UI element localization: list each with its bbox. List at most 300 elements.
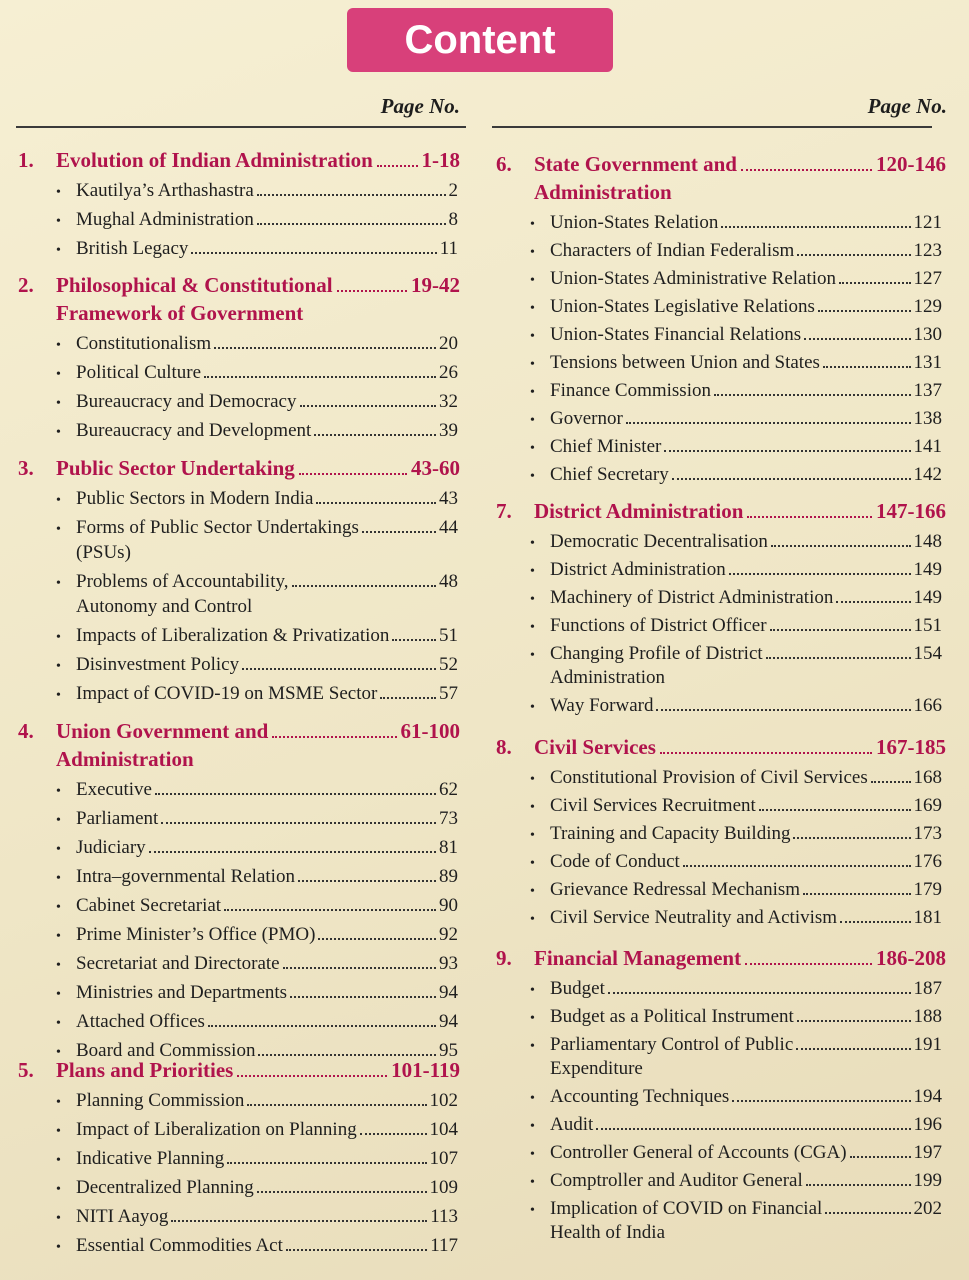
chapter-title: State Government and: [534, 152, 737, 176]
entry-label: Public Sectors in Modern India: [76, 488, 314, 509]
entry-label: Mughal Administration: [76, 209, 254, 230]
entry-label: Kautilya’s Arthashastra: [76, 180, 254, 201]
chapter-heading[interactable]: [18, 148, 460, 173]
leader-dots: [247, 1104, 426, 1106]
entry-label-continued: Health of India: [550, 1222, 666, 1243]
leader-dots: [745, 963, 872, 965]
entry-label: Machinery of District Administration: [550, 587, 834, 608]
toc-entry[interactable]: [56, 982, 458, 1004]
chapter-title-continued: Administration: [534, 180, 672, 204]
entry-label: Democratic Decentralisation: [550, 531, 768, 552]
toc-entry[interactable]: [56, 654, 458, 676]
leader-dots: [766, 657, 911, 659]
bullet-icon: •: [56, 1016, 61, 1031]
leader-dots: [227, 1162, 426, 1164]
toc-entry[interactable]: [530, 436, 942, 458]
entry-label: Parliamentary Control of Public: [550, 1034, 794, 1055]
bullet-icon: •: [530, 385, 535, 400]
entry-label: Judiciary: [76, 837, 146, 858]
entry-page-number: 51: [439, 625, 458, 646]
toc-entry[interactable]: [56, 1177, 458, 1199]
leader-dots: [656, 709, 910, 711]
toc-entry[interactable]: [530, 464, 942, 486]
toc-entry[interactable]: [56, 837, 458, 859]
entry-page-number: 104: [429, 1119, 458, 1140]
entry-label: Union-States Financial Relations: [550, 324, 802, 345]
entry-page-number: 168: [913, 767, 942, 788]
toc-entry[interactable]: [56, 1206, 458, 1228]
bullet-icon: •: [530, 1039, 535, 1054]
entry-page-number: 94: [439, 982, 458, 1003]
chapter-heading[interactable]: [18, 273, 460, 298]
leader-dots: [806, 1184, 911, 1186]
bullet-icon: •: [56, 842, 61, 857]
bullet-icon: •: [530, 245, 535, 260]
bullet-icon: •: [530, 536, 535, 551]
entry-label-continued: Administration: [550, 667, 666, 688]
bullet-icon: •: [56, 630, 61, 645]
toc-entry[interactable]: [530, 212, 942, 234]
toc-entry[interactable]: [56, 1011, 458, 1033]
toc-entry[interactable]: [530, 380, 942, 402]
entry-page-number: 2: [448, 180, 458, 201]
toc-entry[interactable]: [56, 953, 458, 975]
page-no-header: Page No.: [380, 94, 460, 118]
leader-dots: [626, 422, 911, 424]
entry-page-number: 202: [913, 1198, 942, 1219]
toc-entry[interactable]: [56, 362, 458, 384]
chapter-number: 8.: [496, 735, 512, 759]
chapter-title-continued: Administration: [56, 747, 194, 771]
bullet-icon: •: [530, 469, 535, 484]
leader-dots: [850, 1156, 911, 1158]
entry-page-number: 93: [439, 953, 458, 974]
entry-label: Constitutionalism: [76, 333, 212, 354]
toc-entry[interactable]: [530, 978, 942, 1000]
toc-entry[interactable]: [530, 1034, 942, 1056]
entry-page-number: 154: [913, 643, 942, 664]
bullet-icon: •: [530, 1119, 535, 1134]
entry-label: Implication of COVID on Financial: [550, 1198, 823, 1219]
entry-page-number: 149: [913, 559, 942, 580]
leader-dots: [290, 996, 436, 998]
entry-label: Attached Offices: [76, 1011, 205, 1032]
leader-dots: [258, 1054, 436, 1056]
toc-entry[interactable]: [530, 240, 942, 262]
entry-label: Union-States Relation: [550, 212, 719, 233]
leader-dots: [793, 837, 910, 839]
leader-dots: [337, 290, 407, 292]
entry-label: Chief Minister: [550, 436, 662, 457]
toc-entry[interactable]: [530, 296, 942, 318]
bullet-icon: •: [530, 413, 535, 428]
toc-entry[interactable]: [530, 907, 942, 929]
entry-page-number: 169: [913, 795, 942, 816]
bullet-icon: •: [56, 367, 61, 382]
chapter-heading[interactable]: [18, 719, 460, 744]
toc-entry[interactable]: [530, 695, 942, 717]
leader-dots: [797, 1020, 911, 1022]
bullet-icon: •: [530, 564, 535, 579]
entry-label: Decentralized Planning: [76, 1177, 254, 1198]
leader-dots: [771, 545, 911, 547]
bullet-icon: •: [530, 828, 535, 843]
entry-page-number: 191: [913, 1034, 942, 1055]
entry-page-number: 107: [429, 1148, 458, 1169]
entry-label: Secretariat and Directorate: [76, 953, 280, 974]
entry-page-number: 26: [439, 362, 458, 383]
leader-dots: [314, 434, 436, 436]
chapter-title: Public Sector Undertaking: [56, 456, 295, 480]
bullet-icon: •: [530, 441, 535, 456]
bullet-icon: •: [530, 856, 535, 871]
bullet-icon: •: [530, 1011, 535, 1026]
leader-dots: [392, 639, 436, 641]
entry-page-number: 151: [913, 615, 942, 636]
bullet-icon: •: [530, 700, 535, 715]
toc-entry[interactable]: [56, 779, 458, 801]
toc-entry[interactable]: [56, 1090, 458, 1112]
header-rule: [16, 126, 466, 128]
leader-dots: [286, 1249, 427, 1251]
entry-page-number: 149: [913, 587, 942, 608]
toc-entry[interactable]: [530, 559, 942, 581]
toc-entry[interactable]: [56, 420, 458, 442]
chapter-heading[interactable]: [496, 152, 946, 177]
bullet-icon: •: [56, 522, 61, 537]
entry-label: Finance Commission: [550, 380, 711, 401]
chapter-title: Financial Management: [534, 946, 742, 970]
entry-label: Forms of Public Sector Undertakings: [76, 517, 359, 538]
toc-entry[interactable]: [56, 808, 458, 830]
bullet-icon: •: [530, 1091, 535, 1106]
leader-dots: [747, 516, 872, 518]
entry-page-number: 199: [913, 1170, 942, 1191]
chapter-heading[interactable]: [496, 946, 946, 971]
leader-dots: [380, 697, 436, 699]
page-title: Content: [347, 8, 613, 72]
leader-dots: [803, 893, 910, 895]
entry-page-number: 137: [913, 380, 942, 401]
bullet-icon: •: [530, 357, 535, 372]
chapter-page-range: 19-42: [411, 273, 460, 297]
bullet-icon: •: [530, 301, 535, 316]
chapter-number: 9.: [496, 946, 512, 970]
leader-dots: [362, 531, 436, 533]
leader-dots: [664, 450, 910, 452]
chapter-page-range: 43-60: [411, 456, 460, 480]
bullet-icon: •: [530, 329, 535, 344]
chapter-page-range: 147-166: [876, 499, 946, 523]
entry-page-number: 138: [913, 408, 942, 429]
leader-dots: [283, 967, 436, 969]
bullet-icon: •: [530, 1203, 535, 1218]
leader-dots: [596, 1128, 910, 1130]
toc-entry[interactable]: [530, 643, 942, 665]
leader-dots: [257, 194, 446, 196]
entry-page-number: 20: [439, 333, 458, 354]
page-no-header: Page No.: [867, 94, 947, 118]
chapter-number: 3.: [18, 456, 34, 480]
bullet-icon: •: [56, 958, 61, 973]
toc-entry[interactable]: [56, 488, 458, 510]
chapter-title: District Administration: [534, 499, 744, 523]
toc-entry[interactable]: [56, 1119, 458, 1141]
entry-page-number: 181: [913, 907, 942, 928]
entry-page-number: 90: [439, 895, 458, 916]
entry-page-number: 57: [439, 683, 458, 704]
entry-label: Union-States Administrative Relation: [550, 268, 837, 289]
bullet-icon: •: [56, 1211, 61, 1226]
toc-entry[interactable]: [530, 615, 942, 637]
leader-dots: [257, 1191, 427, 1193]
entry-page-number: 196: [913, 1114, 942, 1135]
chapter-page-range: 101-119: [391, 1058, 460, 1082]
leader-dots: [298, 880, 436, 882]
chapter-page-range: 186-208: [876, 946, 946, 970]
chapter-heading[interactable]: [18, 1058, 460, 1083]
entry-label: Training and Capacity Building: [550, 823, 791, 844]
entry-label: NITI Aayog: [76, 1206, 169, 1227]
leader-dots: [149, 851, 436, 853]
toc-entry[interactable]: [530, 1142, 942, 1164]
toc-entry[interactable]: [530, 1006, 942, 1028]
bullet-icon: •: [530, 800, 535, 815]
entry-label: Bureaucracy and Democracy: [76, 391, 297, 412]
toc-entry[interactable]: [56, 866, 458, 888]
bullet-icon: •: [56, 185, 61, 200]
chapter-number: 5.: [18, 1058, 34, 1082]
entry-label: Functions of District Officer: [550, 615, 767, 636]
entry-page-number: 188: [913, 1006, 942, 1027]
bullet-icon: •: [56, 396, 61, 411]
leader-dots: [759, 809, 911, 811]
entry-page-number: 44: [439, 517, 458, 538]
entry-label: Political Culture: [76, 362, 202, 383]
toc-entry[interactable]: [530, 587, 942, 609]
toc-entry[interactable]: [530, 1086, 942, 1108]
leader-dots: [204, 376, 436, 378]
bullet-icon: •: [530, 772, 535, 787]
toc-entry[interactable]: [530, 1114, 942, 1136]
toc-entry[interactable]: [530, 851, 942, 873]
chapter-title: Civil Services: [534, 735, 656, 759]
leader-dots: [660, 752, 872, 754]
entry-page-number: 94: [439, 1011, 458, 1032]
entry-label-continued: Expenditure: [550, 1058, 643, 1079]
leader-dots: [171, 1220, 427, 1222]
toc-entry[interactable]: [530, 1198, 942, 1220]
bullet-icon: •: [56, 1095, 61, 1110]
entry-label: Indicative Planning: [76, 1148, 225, 1169]
chapter-page-range: 120-146: [876, 152, 946, 176]
leader-dots: [608, 992, 911, 994]
bullet-icon: •: [56, 813, 61, 828]
toc-entry[interactable]: [530, 352, 942, 374]
chapter-heading[interactable]: [18, 456, 460, 481]
entry-page-number: 52: [439, 654, 458, 675]
entry-page-number: 123: [913, 240, 942, 261]
entry-label: Code of Conduct: [550, 851, 680, 872]
entry-label: Comptroller and Auditor General: [550, 1170, 803, 1191]
entry-label: Disinvestment Policy: [76, 654, 240, 675]
leader-dots: [214, 347, 436, 349]
entry-label: Problems of Accountability,: [76, 571, 289, 592]
entry-label: Civil Services Recruitment: [550, 795, 756, 816]
entry-page-number: 173: [913, 823, 942, 844]
leader-dots: [732, 1100, 910, 1102]
entry-page-number: 39: [439, 420, 458, 441]
leader-dots: [360, 1133, 427, 1135]
toc-entry[interactable]: [530, 268, 942, 290]
entry-label: Cabinet Secretariat: [76, 895, 222, 916]
toc-entry[interactable]: [56, 391, 458, 413]
toc-entry[interactable]: [530, 408, 942, 430]
bullet-icon: •: [56, 425, 61, 440]
bullet-icon: •: [56, 338, 61, 353]
toc-entry[interactable]: [530, 767, 942, 789]
entry-label: District Administration: [550, 559, 726, 580]
chapter-title: Plans and Priorities: [56, 1058, 234, 1082]
bullet-icon: •: [56, 1124, 61, 1139]
entry-label: Impacts of Liberalization & Privatization: [76, 625, 390, 646]
chapter-page-range: 1-18: [421, 148, 460, 172]
entry-page-number: 166: [913, 695, 942, 716]
entry-label: Planning Commission: [76, 1090, 245, 1111]
entry-page-number: 121: [913, 212, 942, 233]
entry-label: Intra–governmental Relation: [76, 866, 295, 887]
chapter-title-continued: Framework of Government: [56, 301, 304, 325]
leader-dots: [237, 1075, 387, 1077]
entry-label: British Legacy: [76, 238, 189, 259]
toc-entry[interactable]: [56, 571, 458, 593]
leader-dots: [823, 366, 911, 368]
chapter-number: 7.: [496, 499, 512, 523]
entry-label: Ministries and Departments: [76, 982, 288, 1003]
toc-entry[interactable]: [56, 209, 458, 231]
header-rule: [492, 126, 932, 128]
leader-dots: [318, 938, 436, 940]
toc-entry[interactable]: [530, 879, 942, 901]
leader-dots: [770, 629, 911, 631]
toc-entry[interactable]: [56, 238, 458, 260]
bullet-icon: •: [56, 900, 61, 915]
bullet-icon: •: [530, 983, 535, 998]
leader-dots: [729, 573, 911, 575]
entry-label: Prime Minister’s Office (PMO): [76, 924, 316, 945]
bullet-icon: •: [530, 912, 535, 927]
entry-label: Way Forward: [550, 695, 654, 716]
entry-page-number: 127: [913, 268, 942, 289]
entry-page-number: 92: [439, 924, 458, 945]
entry-page-number: 62: [439, 779, 458, 800]
leader-dots: [316, 502, 436, 504]
bullet-icon: •: [56, 871, 61, 886]
entry-label: Board and Commission: [76, 1040, 256, 1061]
leader-dots: [741, 169, 872, 171]
entry-label: Constitutional Provision of Civil Services: [550, 767, 868, 788]
entry-page-number: 109: [429, 1177, 458, 1198]
bullet-icon: •: [56, 1240, 61, 1255]
leader-dots: [818, 310, 911, 312]
entry-page-number: 148: [913, 531, 942, 552]
entry-label: Accounting Techniques: [550, 1086, 730, 1107]
entry-page-number: 142: [913, 464, 942, 485]
entry-page-number: 179: [913, 879, 942, 900]
leader-dots: [683, 865, 911, 867]
chapter-heading[interactable]: [496, 735, 946, 760]
toc-entry[interactable]: [530, 531, 942, 553]
entry-label: Characters of Indian Federalism: [550, 240, 795, 261]
chapter-heading[interactable]: [496, 499, 946, 524]
entry-label: Executive: [76, 779, 152, 800]
toc-entry[interactable]: [56, 683, 458, 705]
toc-entry[interactable]: [56, 517, 458, 539]
leader-dots: [797, 254, 910, 256]
bullet-icon: •: [56, 1045, 61, 1060]
leader-dots: [257, 223, 446, 225]
toc-entry[interactable]: [530, 324, 942, 346]
entry-page-number: 130: [913, 324, 942, 345]
leader-dots: [840, 921, 910, 923]
entry-label: Union-States Legislative Relations: [550, 296, 815, 317]
right-column: [480, 0, 969, 1280]
bullet-icon: •: [530, 273, 535, 288]
entry-page-number: 73: [439, 808, 458, 829]
leader-dots: [804, 338, 910, 340]
leader-dots: [836, 601, 910, 603]
toc-entry[interactable]: [530, 823, 942, 845]
entry-page-number: 113: [430, 1206, 458, 1227]
entry-label: Bureaucracy and Development: [76, 420, 312, 441]
bullet-icon: •: [56, 688, 61, 703]
toc-entry[interactable]: [56, 1148, 458, 1170]
toc-entry[interactable]: [56, 180, 458, 202]
leader-dots: [721, 226, 910, 228]
toc-entry[interactable]: [56, 895, 458, 917]
entry-page-number: 43: [439, 488, 458, 509]
bullet-icon: •: [56, 493, 61, 508]
toc-entry[interactable]: [56, 924, 458, 946]
entry-page-number: 81: [439, 837, 458, 858]
toc-entry[interactable]: [530, 795, 942, 817]
leader-dots: [224, 909, 436, 911]
chapter-title: Philosophical & Constitutional: [56, 273, 333, 297]
chapter-number: 1.: [18, 148, 34, 172]
toc-entry[interactable]: [56, 625, 458, 647]
chapter-title: Evolution of Indian Administration: [56, 148, 373, 172]
entry-label: Audit: [550, 1114, 594, 1135]
chapter-number: 6.: [496, 152, 512, 176]
entry-page-number: 131: [913, 352, 942, 373]
entry-page-number: 48: [439, 571, 458, 592]
chapter-page-range: 61-100: [400, 719, 460, 743]
entry-label: Governor: [550, 408, 623, 429]
leader-dots: [242, 668, 436, 670]
toc-entry[interactable]: [56, 333, 458, 355]
toc-entry[interactable]: [56, 1235, 458, 1257]
entry-page-number: 194: [913, 1086, 942, 1107]
toc-entry[interactable]: [530, 1170, 942, 1192]
leader-dots: [871, 781, 911, 783]
entry-label: Controller General of Accounts (CGA): [550, 1142, 847, 1163]
chapter-title: Union Government and: [56, 719, 269, 743]
leader-dots: [292, 585, 437, 587]
leader-dots: [377, 165, 418, 167]
bullet-icon: •: [530, 620, 535, 635]
leader-dots: [272, 736, 396, 738]
entry-page-number: 32: [439, 391, 458, 412]
